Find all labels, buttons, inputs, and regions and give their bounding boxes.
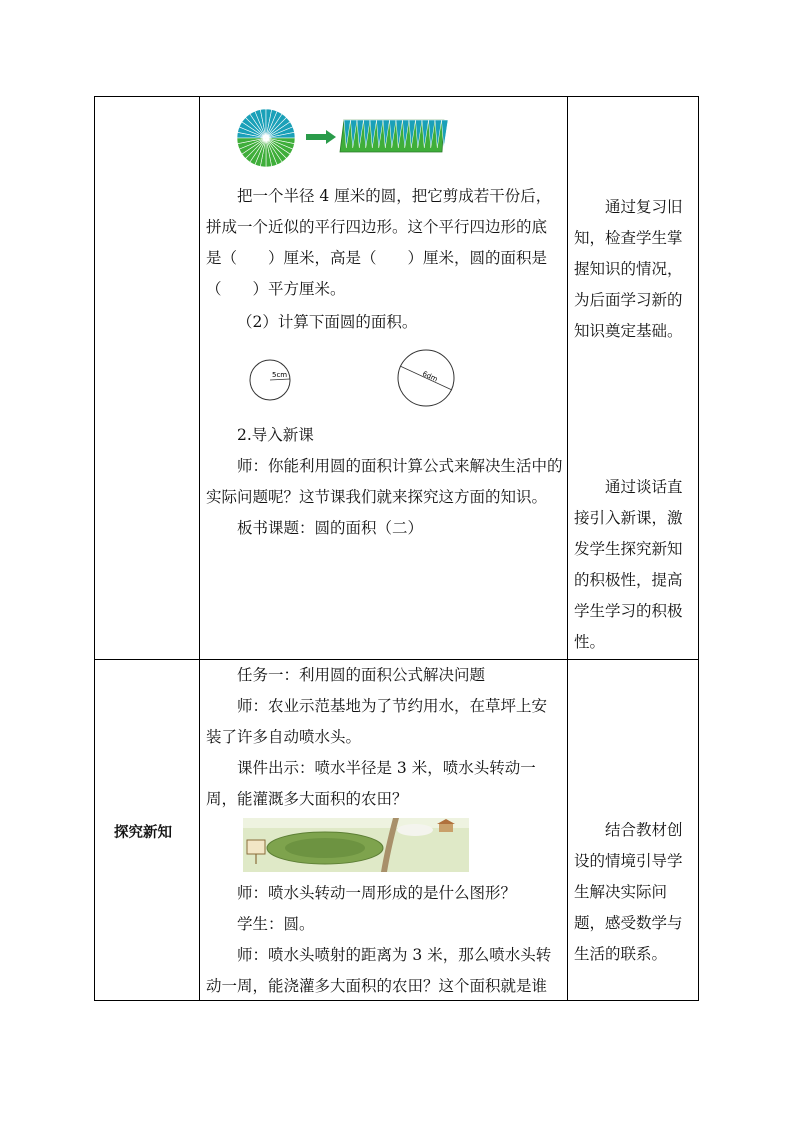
row1-paragraph-4: 板书课题：圆的面积（二） — [237, 519, 424, 537]
diameter-label: 6dm — [421, 369, 439, 384]
column-divider-1 — [199, 97, 200, 1000]
arrow-head — [326, 130, 336, 144]
parallelogram-icon — [340, 120, 448, 152]
sprinkler-field-illustration — [243, 818, 469, 872]
row1-heading: 2.导入新课 — [237, 426, 314, 444]
circle-6dm-figure — [396, 348, 456, 408]
radius-label: 5cm — [272, 371, 288, 379]
row1-note-2: 通过谈话直接引入新课，激发学生探究新知的积极性，提高学生学习的积极性。 — [574, 478, 683, 651]
row2-paragraph-4: 师：喷水头转动一周形成的是什么图形？ — [237, 884, 517, 902]
circle-5cm-figure — [248, 358, 292, 402]
row2-paragraph-5: 学生：圆。 — [237, 915, 315, 933]
row2-note: 结合教材创设的情境引导学生解决实际问题，感受数学与生活的联系。 — [574, 821, 683, 963]
row1-paragraph-2: （2）计算下面圆的面积。 — [237, 313, 418, 331]
row1-paragraph-3: 师：你能利用圆的面积计算公式来解决生活中的实际问题呢？这节课我们就来探究这方面的知识。 — [206, 457, 563, 506]
divided-circle-icon — [237, 109, 295, 167]
row2-paragraph-1: 任务一：利用圆的面积公式解决问题 — [237, 666, 486, 684]
row2-paragraph-2: 师：农业示范基地为了节约用水，在草坪上安装了许多自动喷水头。 — [206, 697, 548, 746]
row2-paragraph-6: 师：喷水头喷射的距离为 3 米，那么喷水头转动一周，能浇灌多大面积的农田？这个面积就是谁 — [206, 946, 552, 995]
arrow-shaft — [306, 134, 326, 140]
section-label: 探究新知 — [114, 825, 172, 841]
circle-to-parallelogram-figure — [236, 106, 448, 170]
row2-paragraph-3: 课件出示：喷水半径是 3 米，喷水头转动一周，能灌溉多大面积的农田？ — [206, 759, 536, 808]
column-divider-2 — [567, 97, 568, 1000]
row1-paragraph-1: 把一个半径 4 厘米的圆，把它剪成若干份后，拼成一个近似的平行四边形。这个平行四边形的底是（ ）厘米，高是（ ）厘米，圆的面积是（ ）平方厘米。 — [206, 187, 552, 298]
row1-note-1: 通过复习旧知，检查学生掌握知识的情况，为后面学习新的知识奠定基础。 — [574, 198, 683, 340]
